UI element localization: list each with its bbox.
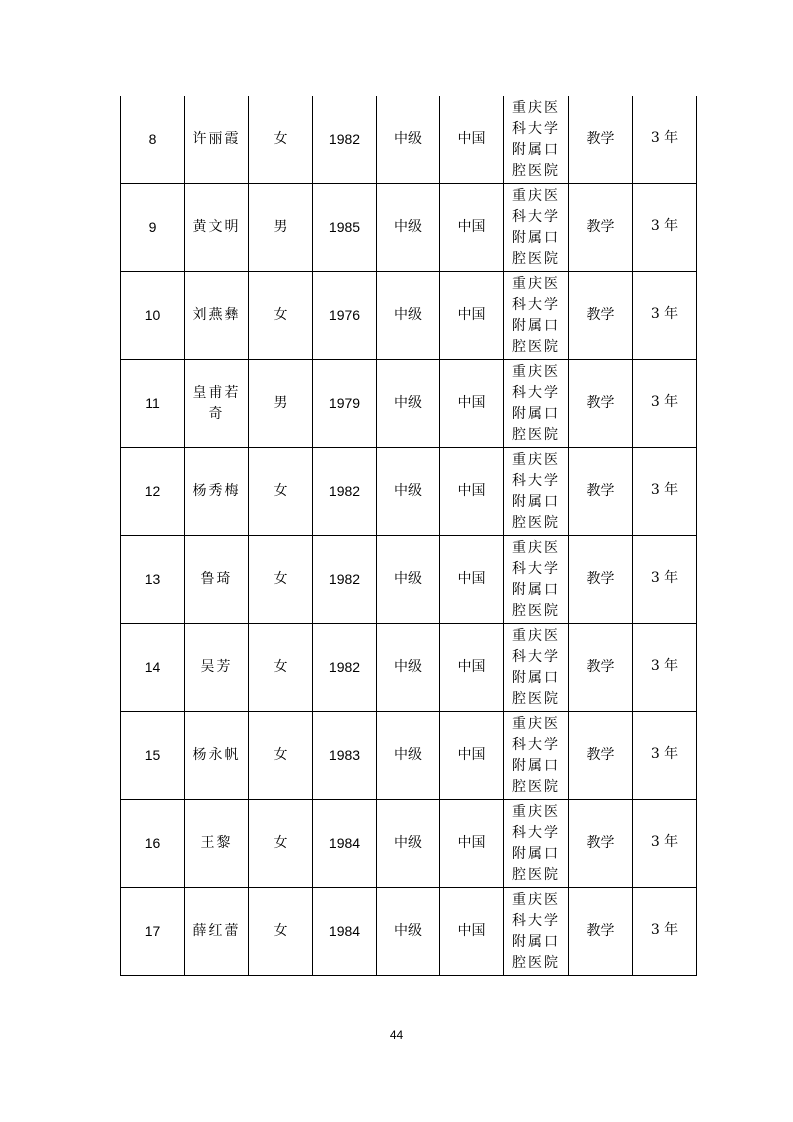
unit-line: 腔医院 xyxy=(512,338,560,355)
duration-cell xyxy=(633,536,697,624)
unit-line: 腔医院 xyxy=(512,866,560,883)
role-cell: 教学 xyxy=(569,96,633,184)
unit-line: 科大学 xyxy=(512,384,560,401)
unit-cell xyxy=(504,96,569,184)
name-cell xyxy=(185,536,249,624)
duration-cell xyxy=(633,712,697,800)
table-row xyxy=(121,360,697,448)
row-number-cell: 17 xyxy=(121,888,185,976)
duration-cell xyxy=(633,272,697,360)
row-number-cell: 11 xyxy=(121,360,185,448)
title-cell: 中级 xyxy=(377,624,440,712)
row-number-cell: 15 xyxy=(121,712,185,800)
birth-year-cell: 1983 xyxy=(313,712,377,800)
unit-line: 重庆医 xyxy=(512,99,560,116)
unit-line: 附属口 xyxy=(512,757,560,774)
table-row xyxy=(121,800,697,888)
unit-line: 附属口 xyxy=(512,845,560,862)
duration-text: 3 年 xyxy=(650,482,679,498)
name-cell xyxy=(185,800,249,888)
birth-year-cell: 1979 xyxy=(313,360,377,448)
gender-cell: 女 xyxy=(249,712,313,800)
unit-line: 腔医院 xyxy=(512,602,560,619)
unit-line: 附属口 xyxy=(512,933,560,950)
title-cell: 中级 xyxy=(377,800,440,888)
unit-line: 附属口 xyxy=(512,669,560,686)
unit-line: 科大学 xyxy=(512,912,560,929)
nationality-cell: 中国 xyxy=(440,888,504,976)
name-text: 刘燕彝 xyxy=(192,307,241,323)
gender-cell: 女 xyxy=(249,800,313,888)
duration-cell xyxy=(633,888,697,976)
role-cell: 教学 xyxy=(569,800,633,888)
row-number-cell: 10 xyxy=(121,272,185,360)
name-text: 杨秀梅 xyxy=(192,483,241,499)
row-number-cell: 9 xyxy=(121,184,185,272)
name-text: 鲁琦 xyxy=(200,571,233,587)
duration-text: 3 年 xyxy=(650,746,679,762)
nationality-cell: 中国 xyxy=(440,624,504,712)
duration-cell xyxy=(633,96,697,184)
duration-cell xyxy=(633,624,697,712)
duration-cell xyxy=(633,184,697,272)
nationality-cell: 中国 xyxy=(440,360,504,448)
duration-text: 3 年 xyxy=(650,218,679,234)
table-row xyxy=(121,96,697,184)
unit-line: 科大学 xyxy=(512,120,560,137)
row-number-cell: 8 xyxy=(121,96,185,184)
title-cell: 中级 xyxy=(377,536,440,624)
unit-line: 重庆医 xyxy=(512,539,560,556)
unit-line: 科大学 xyxy=(512,824,560,841)
role-cell: 教学 xyxy=(569,360,633,448)
gender-cell: 女 xyxy=(249,536,313,624)
unit-line: 重庆医 xyxy=(512,715,560,732)
table-row xyxy=(121,448,697,536)
role-cell: 教学 xyxy=(569,184,633,272)
role-cell: 教学 xyxy=(569,272,633,360)
duration-text: 3 年 xyxy=(650,306,679,322)
unit-line: 重庆医 xyxy=(512,451,560,468)
unit-line: 附属口 xyxy=(512,405,560,422)
unit-cell xyxy=(504,888,569,976)
table-row xyxy=(121,272,697,360)
name-text: 许丽霞 xyxy=(192,131,241,147)
table-row xyxy=(121,888,697,976)
unit-line: 重庆医 xyxy=(512,275,560,292)
name-cell xyxy=(185,624,249,712)
birth-year-cell: 1984 xyxy=(313,888,377,976)
name-cell xyxy=(185,272,249,360)
unit-line: 科大学 xyxy=(512,648,560,665)
nationality-cell: 中国 xyxy=(440,448,504,536)
title-cell: 中级 xyxy=(377,96,440,184)
birth-year-cell: 1982 xyxy=(313,624,377,712)
row-number-cell: 16 xyxy=(121,800,185,888)
unit-line: 附属口 xyxy=(512,581,560,598)
staff-table xyxy=(120,96,697,976)
title-cell: 中级 xyxy=(377,184,440,272)
birth-year-cell: 1985 xyxy=(313,184,377,272)
name-text: 杨永帆 xyxy=(192,747,241,763)
unit-line: 腔医院 xyxy=(512,778,560,795)
title-cell: 中级 xyxy=(377,888,440,976)
unit-line: 附属口 xyxy=(512,493,560,510)
name-cell xyxy=(185,448,249,536)
birth-year-cell: 1984 xyxy=(313,800,377,888)
name-text: 皇甫若奇 xyxy=(192,384,241,422)
table-row xyxy=(121,536,697,624)
table-row xyxy=(121,184,697,272)
unit-line: 重庆医 xyxy=(512,363,560,380)
unit-line: 重庆医 xyxy=(512,891,560,908)
duration-text: 3 年 xyxy=(650,922,679,938)
unit-line: 腔医院 xyxy=(512,954,560,971)
role-cell: 教学 xyxy=(569,448,633,536)
unit-line: 科大学 xyxy=(512,560,560,577)
nationality-cell: 中国 xyxy=(440,272,504,360)
duration-cell xyxy=(633,448,697,536)
title-cell: 中级 xyxy=(377,712,440,800)
birth-year-cell: 1976 xyxy=(313,272,377,360)
unit-cell xyxy=(504,448,569,536)
duration-text: 3 年 xyxy=(650,570,679,586)
unit-cell xyxy=(504,272,569,360)
staff-table-body xyxy=(121,96,697,976)
role-cell: 教学 xyxy=(569,888,633,976)
duration-text: 3 年 xyxy=(650,130,679,146)
name-text: 王黎 xyxy=(200,835,233,851)
unit-line: 科大学 xyxy=(512,208,560,225)
nationality-cell: 中国 xyxy=(440,800,504,888)
duration-cell xyxy=(633,800,697,888)
title-cell: 中级 xyxy=(377,272,440,360)
birth-year-cell: 1982 xyxy=(313,536,377,624)
row-number-cell: 14 xyxy=(121,624,185,712)
name-cell xyxy=(185,184,249,272)
nationality-cell: 中国 xyxy=(440,712,504,800)
duration-text: 3 年 xyxy=(650,658,679,674)
unit-line: 腔医院 xyxy=(512,514,560,531)
unit-line: 重庆医 xyxy=(512,187,560,204)
title-cell: 中级 xyxy=(377,448,440,536)
nationality-cell: 中国 xyxy=(440,184,504,272)
name-text: 黄文明 xyxy=(192,219,241,235)
row-number-cell: 13 xyxy=(121,536,185,624)
table-row xyxy=(121,624,697,712)
unit-line: 附属口 xyxy=(512,141,560,158)
unit-cell xyxy=(504,360,569,448)
duration-text: 3 年 xyxy=(650,394,679,410)
birth-year-cell: 1982 xyxy=(313,448,377,536)
unit-cell xyxy=(504,536,569,624)
gender-cell: 男 xyxy=(249,360,313,448)
unit-line: 腔医院 xyxy=(512,690,560,707)
role-cell: 教学 xyxy=(569,624,633,712)
name-cell xyxy=(185,712,249,800)
unit-cell xyxy=(504,800,569,888)
nationality-cell: 中国 xyxy=(440,96,504,184)
unit-line: 科大学 xyxy=(512,296,560,313)
gender-cell: 女 xyxy=(249,888,313,976)
gender-cell: 女 xyxy=(249,624,313,712)
unit-line: 附属口 xyxy=(512,317,560,334)
name-text: 薛红蕾 xyxy=(192,923,241,939)
unit-cell xyxy=(504,624,569,712)
gender-cell: 女 xyxy=(249,272,313,360)
duration-cell xyxy=(633,360,697,448)
unit-line: 重庆医 xyxy=(512,803,560,820)
role-cell: 教学 xyxy=(569,712,633,800)
name-cell xyxy=(185,888,249,976)
birth-year-cell: 1982 xyxy=(313,96,377,184)
unit-line: 科大学 xyxy=(512,472,560,489)
unit-line: 腔医院 xyxy=(512,250,560,267)
gender-cell: 女 xyxy=(249,96,313,184)
title-cell: 中级 xyxy=(377,360,440,448)
table-row xyxy=(121,712,697,800)
unit-cell xyxy=(504,712,569,800)
unit-line: 科大学 xyxy=(512,736,560,753)
duration-text: 3 年 xyxy=(650,834,679,850)
unit-cell xyxy=(504,184,569,272)
unit-line: 腔医院 xyxy=(512,426,560,443)
name-text: 吴芳 xyxy=(200,659,233,675)
page-number: 44 xyxy=(389,1028,404,1042)
unit-line: 腔医院 xyxy=(512,162,560,179)
role-cell: 教学 xyxy=(569,536,633,624)
gender-cell: 男 xyxy=(249,184,313,272)
unit-line: 重庆医 xyxy=(512,627,560,644)
name-cell xyxy=(185,360,249,448)
gender-cell: 女 xyxy=(249,448,313,536)
row-number-cell: 12 xyxy=(121,448,185,536)
unit-line: 附属口 xyxy=(512,229,560,246)
name-cell xyxy=(185,96,249,184)
nationality-cell: 中国 xyxy=(440,536,504,624)
